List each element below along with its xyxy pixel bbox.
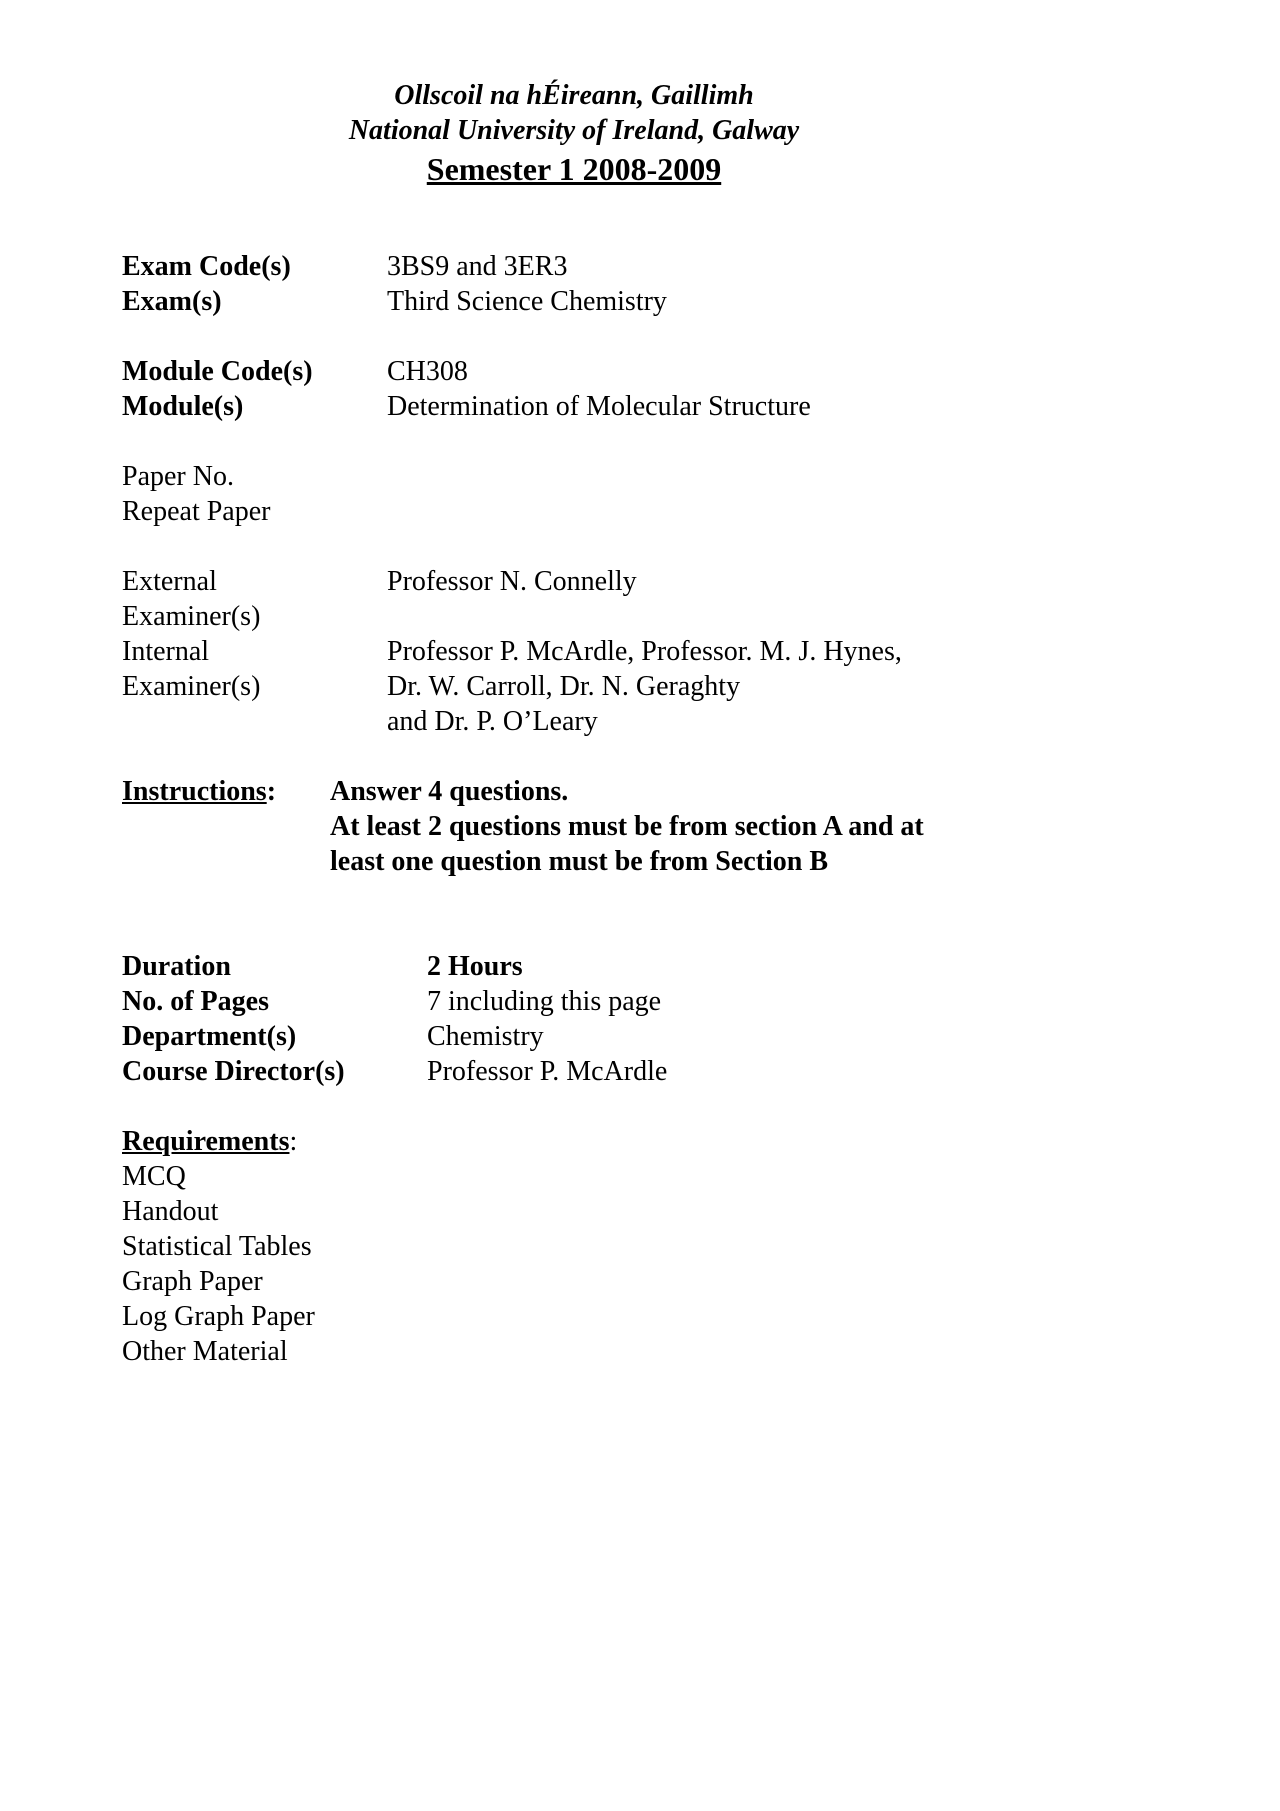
- requirement-item: Log Graph Paper: [122, 1301, 315, 1332]
- duration-value: 2 Hours: [427, 951, 523, 982]
- instructions-label-text: Instructions: [122, 776, 267, 807]
- instructions-line-2: At least 2 questions must be from section A and at: [330, 811, 924, 842]
- document-header: [0, 78, 1148, 190]
- instructions-line-1: Answer 4 questions.: [330, 776, 569, 807]
- semester-title: Semester 1 2008-2009: [426, 151, 722, 187]
- course-director-label: Course Director(s): [122, 1056, 345, 1087]
- internal-examiner-value-3: and Dr. P. O’Leary: [387, 706, 598, 737]
- instructions-label: [122, 774, 276, 809]
- repeat-paper-label: Repeat Paper: [122, 496, 271, 527]
- module-code-value: CH308: [387, 356, 468, 387]
- external-examiner-label-2: Examiner(s): [122, 601, 261, 632]
- external-examiner-label-1: External: [122, 566, 217, 597]
- exams-label: Exam(s): [122, 286, 222, 317]
- requirements-label-colon: :: [289, 1126, 298, 1157]
- duration-label: Duration: [122, 951, 231, 982]
- exams-value: Third Science Chemistry: [387, 286, 667, 317]
- requirements-label: [122, 1124, 297, 1159]
- instructions-line-3: least one question must be from Section B: [330, 846, 829, 877]
- external-examiner-value: Professor N. Connelly: [387, 566, 637, 597]
- course-director-value: Professor P. McArdle: [427, 1056, 668, 1087]
- internal-examiner-label-2: Examiner(s): [122, 671, 261, 702]
- exam-code-label: Exam Code(s): [122, 251, 291, 282]
- internal-examiner-value-2: Dr. W. Carroll, Dr. N. Geraghty: [387, 671, 741, 702]
- modules-label: Module(s): [122, 391, 244, 422]
- requirement-item: Handout: [122, 1196, 219, 1227]
- pages-label: No. of Pages: [122, 986, 269, 1017]
- exam-code-value: 3BS9 and 3ER3: [387, 251, 568, 282]
- module-code-label: Module Code(s): [122, 356, 313, 387]
- instructions-label-colon: :: [266, 776, 277, 807]
- requirement-item: Statistical Tables: [122, 1231, 312, 1262]
- internal-examiner-value-1: Professor P. McArdle, Professor. M. J. Hynes,: [387, 636, 902, 667]
- department-label: Department(s): [122, 1021, 297, 1052]
- internal-examiner-label-1: Internal: [122, 636, 210, 667]
- modules-value: Determination of Molecular Structure: [387, 391, 811, 422]
- requirement-item: Other Material: [122, 1336, 288, 1367]
- requirement-item: MCQ: [122, 1161, 186, 1192]
- pages-value: 7 including this page: [427, 986, 662, 1017]
- paper-no-label: Paper No.: [122, 461, 234, 492]
- university-name-irish: Ollscoil na hÉireann, Gaillimh: [394, 80, 754, 111]
- requirements-label-text: Requirements: [122, 1126, 290, 1157]
- university-name-english: National University of Ireland, Galway: [348, 115, 800, 146]
- requirement-item: Graph Paper: [122, 1266, 263, 1297]
- department-value: Chemistry: [427, 1021, 544, 1052]
